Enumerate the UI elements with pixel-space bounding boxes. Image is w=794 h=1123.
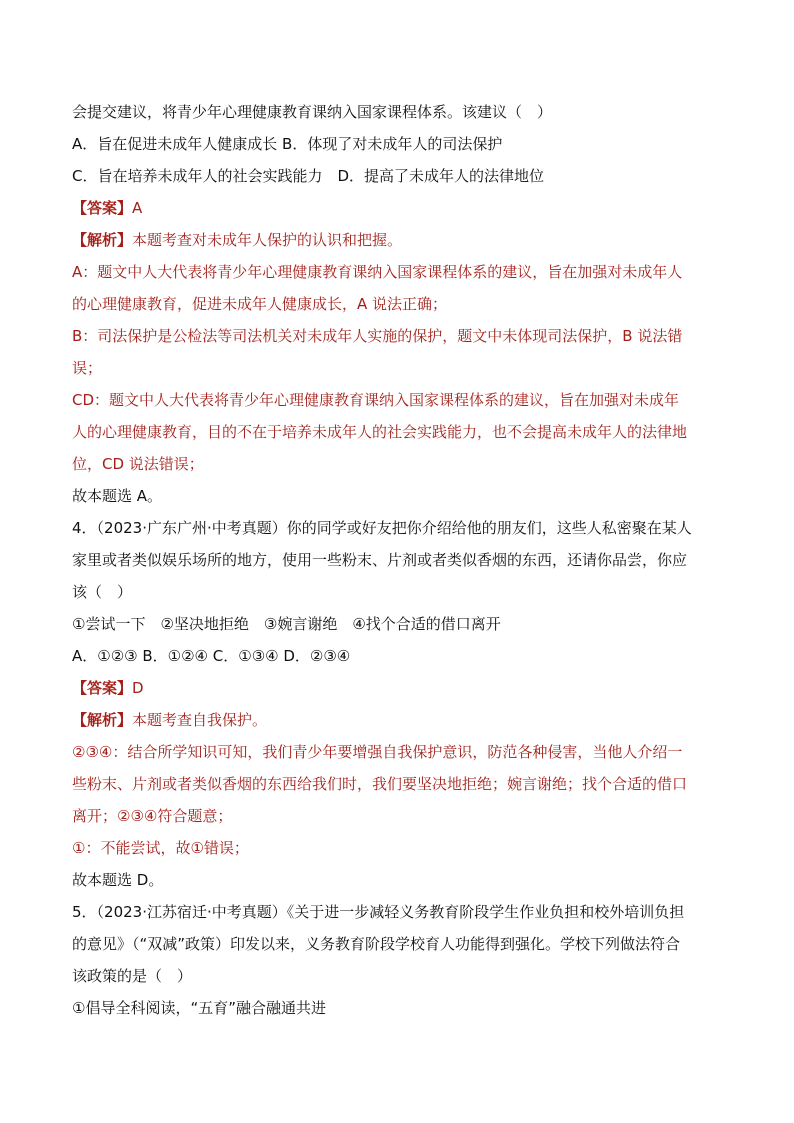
answer-value: D	[132, 679, 144, 697]
q5-stem-line: 该政策的是（ ）	[72, 967, 193, 985]
q3-answer	[72, 192, 722, 224]
q3-analysis-line: 误；	[72, 359, 103, 377]
q3-analysis-line: 人的心理健康教育，目的不在于培养未成年人的社会实践能力，也不会提高未成年人的法律地	[72, 423, 688, 441]
q4-stem-line: 该（ ）	[72, 583, 133, 601]
q4-stem-line: 4．（2023·广东广州·中考真题）你的同学或好友把你介绍给他的朋友们，这些人私密聚在某人	[72, 519, 692, 537]
q4-analysis-line: 些粉末、片剂或者类似香烟的东西给我们时，我们要坚决地拒绝；婉言谢绝；找个合适的借口	[72, 775, 688, 793]
answer-label: 【答案】	[72, 199, 133, 217]
q3-analysis-line: CD：题文中人大代表将青少年心理健康教育课纳入国家课程体系的建议，旨在加强对未成年	[72, 391, 680, 409]
q3-option-cd: C．旨在培养未成年人的社会实践能力 D．提高了未成年人的法律地位	[72, 167, 545, 185]
q3-analysis-line: B：司法保护是公检法等司法机关对未成年人实施的保护，题文中未体现司法保护，B 说法错	[72, 327, 683, 345]
q3-stem-end: 会提交建议，将青少年心理健康教育课纳入国家课程体系。该建议（ ）	[72, 103, 553, 121]
q4-conclusion: 故本题选 D。	[72, 871, 164, 889]
q4-stem-line: 家里或者类似娱乐场所的地方，使用一些粉末、片剂或者类似香烟的东西，还请你品尝，你应	[72, 551, 688, 569]
q4-analysis-line: ①：不能尝试，故①错误；	[72, 839, 249, 857]
q4-options: A．①②③ B．①②④ C．①③④ D．②③④	[72, 647, 351, 665]
q3-option-ab: A．旨在促进未成年人健康成长 B．体现了对未成年人的司法保护	[72, 135, 503, 153]
analysis-intro-text: 本题考查对未成年人保护的认识和把握。	[132, 231, 403, 249]
q3-analysis-line: 的心理健康教育，促进未成年人健康成长，A 说法正确；	[72, 295, 448, 313]
q3-analysis-intro	[72, 224, 722, 256]
q4-choices: ①尝试一下 ②坚决地拒绝 ③婉言谢绝 ④找个合适的借口离开	[72, 615, 501, 633]
analysis-intro-text: 本题考查自我保护。	[132, 711, 268, 729]
q4-analysis-line: ②③④：结合所学知识可知，我们青少年要增强自我保护意识，防范各种侵害，当他人介绍一	[72, 743, 683, 761]
analysis-label: 【解析】	[72, 231, 133, 249]
q4-analysis-intro	[72, 704, 722, 736]
q5-stem-line: 的意见》（“双减”政策）印发以来，义务教育阶段学校育人功能得到强化。学校下列做法符合	[72, 935, 681, 953]
q4-analysis-line: 离开；②③④符合题意；	[72, 807, 233, 825]
analysis-label: 【解析】	[72, 711, 133, 729]
q4-answer	[72, 672, 722, 704]
answer-label: 【答案】	[72, 679, 133, 697]
q3-conclusion: 故本题选 A。	[72, 487, 163, 505]
q3-analysis-line: A：题文中人大代表将青少年心理健康教育课纳入国家课程体系的建议，旨在加强对未成年人	[72, 263, 683, 281]
q5-stem-line: 5．（2023·江苏宿迁·中考真题）《关于进一步减轻义务教育阶段学生作业负担和校外培训负担	[72, 903, 685, 921]
answer-value: A	[132, 199, 143, 217]
q5-choice-1: ①倡导全科阅读，“五育”融合融通共进	[72, 999, 326, 1017]
document-page	[72, 96, 722, 1024]
q3-analysis-line: 位，CD 说法错误；	[72, 455, 204, 473]
